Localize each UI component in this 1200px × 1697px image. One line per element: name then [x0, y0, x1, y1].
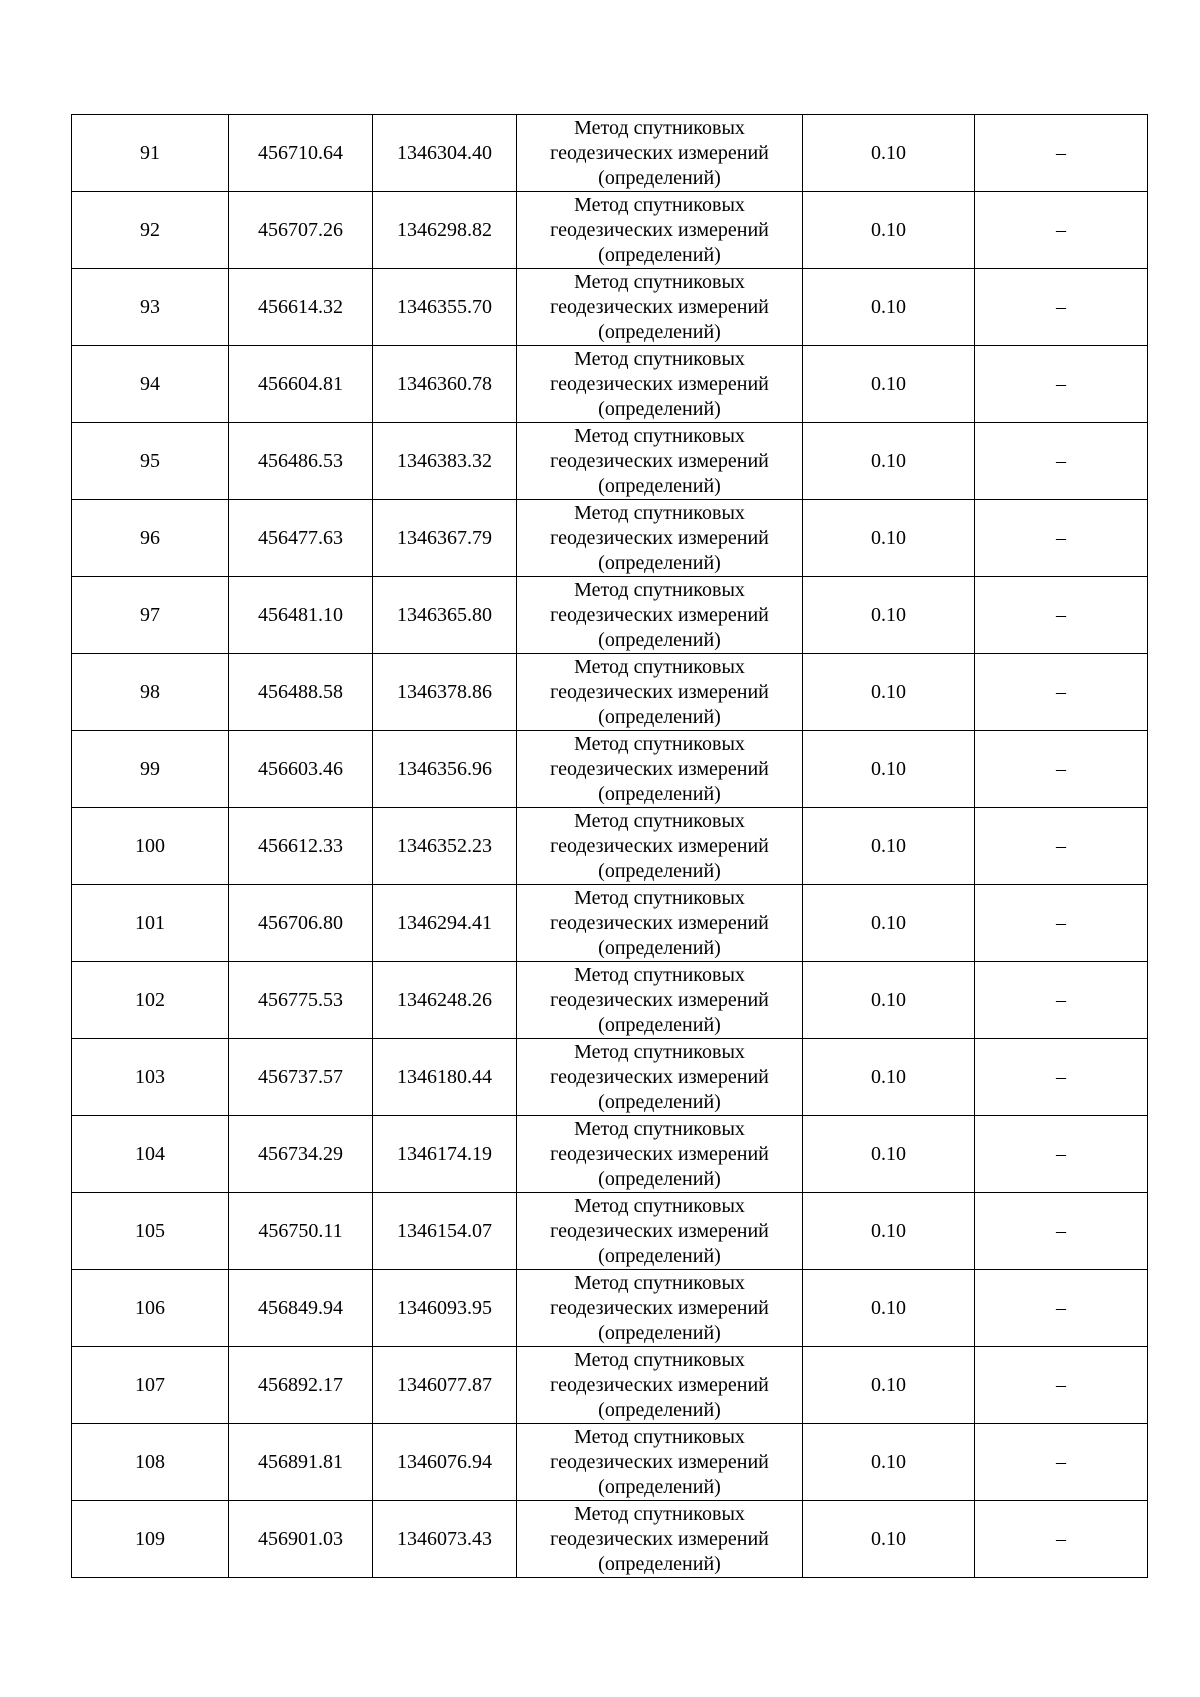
y-coordinate-cell: 1346365.80 — [373, 577, 517, 654]
x-coordinate-cell: 456710.64 — [229, 115, 373, 192]
method-cell: Метод спутниковых геодезических измерений (определений) — [517, 885, 803, 962]
table-row — [72, 423, 1148, 500]
table-row — [72, 962, 1148, 1039]
accuracy-cell: 0.10 — [803, 577, 975, 654]
description-cell: – — [975, 577, 1148, 654]
point-number-cell: 94 — [72, 346, 229, 423]
y-coordinate-cell: 1346180.44 — [373, 1039, 517, 1116]
x-coordinate-cell: 456603.46 — [229, 731, 373, 808]
y-coordinate-cell: 1346367.79 — [373, 500, 517, 577]
table-row — [72, 115, 1148, 192]
method-cell: Метод спутниковых геодезических измерений (определений) — [517, 346, 803, 423]
x-coordinate-cell: 456612.33 — [229, 808, 373, 885]
method-cell: Метод спутниковых геодезических измерений (определений) — [517, 1501, 803, 1578]
accuracy-cell: 0.10 — [803, 1116, 975, 1193]
description-cell: – — [975, 1270, 1148, 1347]
y-coordinate-cell: 1346294.41 — [373, 885, 517, 962]
accuracy-cell: 0.10 — [803, 962, 975, 1039]
description-cell: – — [975, 500, 1148, 577]
y-coordinate-cell: 1346360.78 — [373, 346, 517, 423]
method-cell: Метод спутниковых геодезических измерений (определений) — [517, 423, 803, 500]
method-cell: Метод спутниковых геодезических измерений (определений) — [517, 808, 803, 885]
method-cell: Метод спутниковых геодезических измерений (определений) — [517, 654, 803, 731]
accuracy-cell: 0.10 — [803, 1039, 975, 1116]
description-cell: – — [975, 269, 1148, 346]
description-cell: – — [975, 346, 1148, 423]
description-cell: – — [975, 885, 1148, 962]
point-number-cell: 99 — [72, 731, 229, 808]
x-coordinate-cell: 456750.11 — [229, 1193, 373, 1270]
coordinates-table-body — [72, 115, 1148, 1578]
point-number-cell: 108 — [72, 1424, 229, 1501]
x-coordinate-cell: 456614.32 — [229, 269, 373, 346]
y-coordinate-cell: 1346352.23 — [373, 808, 517, 885]
x-coordinate-cell: 456737.57 — [229, 1039, 373, 1116]
method-cell: Метод спутниковых геодезических измерений (определений) — [517, 1193, 803, 1270]
table-row — [72, 1193, 1148, 1270]
point-number-cell: 95 — [72, 423, 229, 500]
method-cell: Метод спутниковых геодезических измерений (определений) — [517, 577, 803, 654]
description-cell: – — [975, 1347, 1148, 1424]
accuracy-cell: 0.10 — [803, 346, 975, 423]
x-coordinate-cell: 456734.29 — [229, 1116, 373, 1193]
accuracy-cell: 0.10 — [803, 1270, 975, 1347]
method-cell: Метод спутниковых геодезических измерений (определений) — [517, 269, 803, 346]
x-coordinate-cell: 456707.26 — [229, 192, 373, 269]
point-number-cell: 102 — [72, 962, 229, 1039]
table-row — [72, 1501, 1148, 1578]
point-number-cell: 103 — [72, 1039, 229, 1116]
method-cell: Метод спутниковых геодезических измерений (определений) — [517, 500, 803, 577]
x-coordinate-cell: 456604.81 — [229, 346, 373, 423]
x-coordinate-cell: 456706.80 — [229, 885, 373, 962]
accuracy-cell: 0.10 — [803, 654, 975, 731]
description-cell: – — [975, 423, 1148, 500]
table-row — [72, 885, 1148, 962]
y-coordinate-cell: 1346174.19 — [373, 1116, 517, 1193]
y-coordinate-cell: 1346077.87 — [373, 1347, 517, 1424]
x-coordinate-cell: 456849.94 — [229, 1270, 373, 1347]
table-row — [72, 269, 1148, 346]
table-row — [72, 654, 1148, 731]
method-cell: Метод спутниковых геодезических измерений (определений) — [517, 115, 803, 192]
description-cell: – — [975, 192, 1148, 269]
x-coordinate-cell: 456901.03 — [229, 1501, 373, 1578]
accuracy-cell: 0.10 — [803, 192, 975, 269]
method-cell: Метод спутниковых геодезических измерений (определений) — [517, 1039, 803, 1116]
accuracy-cell: 0.10 — [803, 885, 975, 962]
table-row — [72, 808, 1148, 885]
y-coordinate-cell: 1346383.32 — [373, 423, 517, 500]
y-coordinate-cell: 1346073.43 — [373, 1501, 517, 1578]
accuracy-cell: 0.10 — [803, 731, 975, 808]
point-number-cell: 93 — [72, 269, 229, 346]
method-cell: Метод спутниковых геодезических измерений (определений) — [517, 1270, 803, 1347]
table-row — [72, 577, 1148, 654]
description-cell: – — [975, 115, 1148, 192]
table-row — [72, 500, 1148, 577]
table-row — [72, 346, 1148, 423]
accuracy-cell: 0.10 — [803, 1424, 975, 1501]
y-coordinate-cell: 1346248.26 — [373, 962, 517, 1039]
y-coordinate-cell: 1346304.40 — [373, 115, 517, 192]
description-cell: – — [975, 1424, 1148, 1501]
x-coordinate-cell: 456892.17 — [229, 1347, 373, 1424]
description-cell: – — [975, 731, 1148, 808]
description-cell: – — [975, 808, 1148, 885]
y-coordinate-cell: 1346093.95 — [373, 1270, 517, 1347]
accuracy-cell: 0.10 — [803, 500, 975, 577]
x-coordinate-cell: 456488.58 — [229, 654, 373, 731]
x-coordinate-cell: 456477.63 — [229, 500, 373, 577]
method-cell: Метод спутниковых геодезических измерений (определений) — [517, 1424, 803, 1501]
point-number-cell: 101 — [72, 885, 229, 962]
description-cell: – — [975, 654, 1148, 731]
table-row — [72, 1270, 1148, 1347]
y-coordinate-cell: 1346154.07 — [373, 1193, 517, 1270]
table-row — [72, 731, 1148, 808]
method-cell: Метод спутниковых геодезических измерений (определений) — [517, 1116, 803, 1193]
point-number-cell: 91 — [72, 115, 229, 192]
accuracy-cell: 0.10 — [803, 1501, 975, 1578]
point-number-cell: 98 — [72, 654, 229, 731]
x-coordinate-cell: 456891.81 — [229, 1424, 373, 1501]
table-row — [72, 1039, 1148, 1116]
accuracy-cell: 0.10 — [803, 269, 975, 346]
table-row — [72, 1116, 1148, 1193]
point-number-cell: 105 — [72, 1193, 229, 1270]
x-coordinate-cell: 456486.53 — [229, 423, 373, 500]
method-cell: Метод спутниковых геодезических измерений (определений) — [517, 731, 803, 808]
y-coordinate-cell: 1346356.96 — [373, 731, 517, 808]
coordinates-table — [71, 114, 1148, 1578]
point-number-cell: 100 — [72, 808, 229, 885]
accuracy-cell: 0.10 — [803, 1347, 975, 1424]
x-coordinate-cell: 456481.10 — [229, 577, 373, 654]
description-cell: – — [975, 1193, 1148, 1270]
description-cell: – — [975, 1501, 1148, 1578]
y-coordinate-cell: 1346298.82 — [373, 192, 517, 269]
point-number-cell: 104 — [72, 1116, 229, 1193]
method-cell: Метод спутниковых геодезических измерений (определений) — [517, 192, 803, 269]
table-row — [72, 1424, 1148, 1501]
description-cell: – — [975, 962, 1148, 1039]
description-cell: – — [975, 1116, 1148, 1193]
y-coordinate-cell: 1346378.86 — [373, 654, 517, 731]
method-cell: Метод спутниковых геодезических измерений (определений) — [517, 1347, 803, 1424]
table-row — [72, 1347, 1148, 1424]
accuracy-cell: 0.10 — [803, 1193, 975, 1270]
point-number-cell: 106 — [72, 1270, 229, 1347]
accuracy-cell: 0.10 — [803, 115, 975, 192]
table-row — [72, 192, 1148, 269]
point-number-cell: 92 — [72, 192, 229, 269]
point-number-cell: 107 — [72, 1347, 229, 1424]
accuracy-cell: 0.10 — [803, 423, 975, 500]
description-cell: – — [975, 1039, 1148, 1116]
y-coordinate-cell: 1346076.94 — [373, 1424, 517, 1501]
point-number-cell: 97 — [72, 577, 229, 654]
accuracy-cell: 0.10 — [803, 808, 975, 885]
method-cell: Метод спутниковых геодезических измерений (определений) — [517, 962, 803, 1039]
point-number-cell: 109 — [72, 1501, 229, 1578]
x-coordinate-cell: 456775.53 — [229, 962, 373, 1039]
y-coordinate-cell: 1346355.70 — [373, 269, 517, 346]
point-number-cell: 96 — [72, 500, 229, 577]
